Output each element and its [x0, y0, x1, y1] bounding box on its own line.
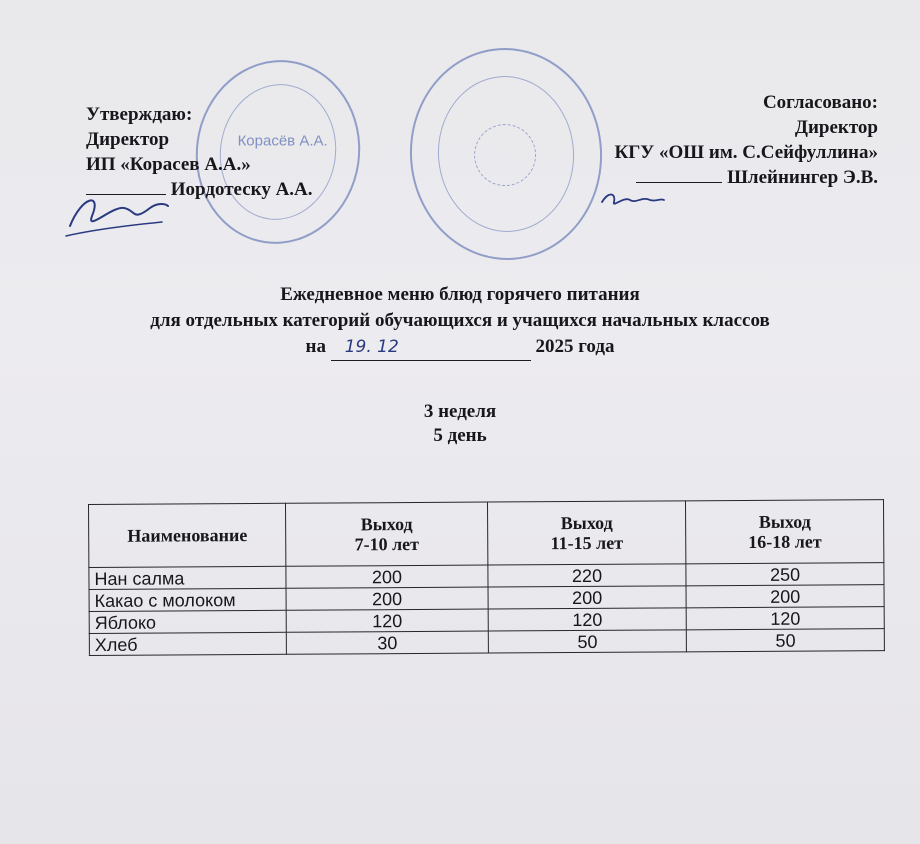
approve-label: Утверждаю: [86, 104, 193, 125]
left-position: Директор [86, 129, 170, 150]
header-yield-label: Выход [360, 514, 413, 535]
header-yield-7-10 [286, 502, 488, 566]
left-signature-line-row [86, 177, 313, 202]
menu-title-line2: для отдельных категорий обучающихся и учащихся начальных классов [150, 310, 770, 331]
yield-value: 200 [488, 586, 687, 609]
menu-table [88, 499, 885, 656]
yield-value: 120 [286, 609, 488, 632]
yield-value: 250 [686, 563, 884, 586]
yield-value: 200 [286, 565, 488, 588]
right-signature-icon [598, 188, 668, 212]
left-organization: ИП «Корасев А.А.» [86, 154, 251, 175]
right-position: Директор [794, 117, 878, 138]
dish-name: Нан салма [89, 566, 286, 589]
header-name [89, 503, 287, 567]
left-signatory: Иордотеску А.А. [170, 179, 313, 200]
yield-value: 50 [488, 630, 687, 653]
handwritten-date: 19. 12 [331, 334, 531, 361]
header-age-label: 11-15 лет [550, 532, 624, 554]
header-yield-11-15 [487, 501, 686, 565]
stamp-name-text: Корасёв А.А. [237, 132, 328, 150]
header-yield-16-18 [686, 500, 884, 564]
yield-value: 200 [686, 585, 884, 608]
yield-value: 220 [488, 564, 687, 587]
header-name-label: Наименование [127, 525, 248, 546]
right-signatory: Шлейнингер Э.В. [727, 167, 878, 188]
header-age-label: 7-10 лет [354, 533, 420, 555]
menu-title-block [0, 282, 920, 361]
dish-name: Хлеб [89, 632, 286, 655]
approval-left-block [86, 102, 313, 202]
agreed-label: Согласовано: [762, 92, 878, 113]
header-yield-label: Выход [758, 511, 811, 532]
yield-value: 30 [287, 631, 489, 654]
yield-value: 120 [687, 607, 885, 630]
yield-value: 50 [687, 629, 885, 652]
dish-name: Какао с молоком [89, 588, 286, 611]
dish-name: Яблоко [89, 610, 286, 633]
approval-right-block [614, 90, 878, 190]
right-signature-line [636, 182, 722, 183]
right-organization: КГУ «ОШ им. С.Сейфуллина» [614, 142, 878, 163]
header-yield-label: Выход [560, 512, 613, 534]
right-seal-inner-ring [433, 71, 580, 236]
day-label: 5 день [433, 425, 487, 446]
menu-title-line1: Ежедневное меню блюд горячего питания [280, 284, 640, 305]
right-signature-line-row [614, 165, 878, 190]
left-signature-line [86, 194, 166, 195]
date-prefix: на [305, 336, 326, 357]
menu-date-row [0, 334, 920, 361]
right-official-seal [403, 42, 609, 267]
week-label: 3 неделя [423, 401, 497, 422]
state-emblem-icon [472, 122, 538, 188]
table-header-row [89, 500, 884, 568]
header-age-label: 16-18 лет [748, 531, 822, 552]
table-row [89, 629, 884, 656]
schedule-block [0, 400, 920, 448]
date-suffix: 2025 года [535, 336, 615, 357]
yield-value: 120 [488, 608, 687, 631]
yield-value: 200 [286, 587, 488, 610]
